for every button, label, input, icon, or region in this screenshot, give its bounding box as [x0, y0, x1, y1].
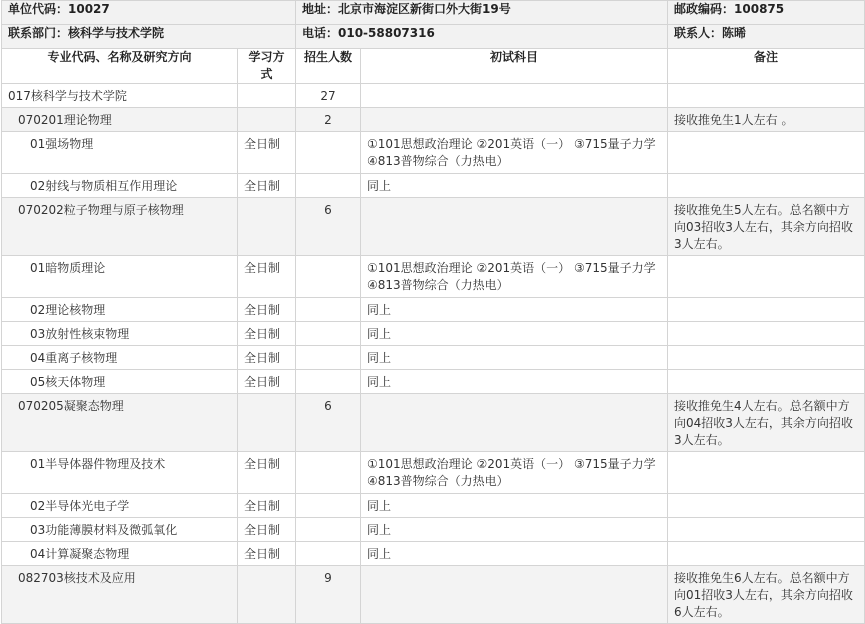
study-mode: 全日制	[238, 518, 296, 542]
table-row	[2, 346, 865, 370]
exam-subjects: 同上	[361, 174, 668, 198]
enrollment-count	[296, 452, 361, 494]
department: 联系部门：核科学与技术学院	[2, 25, 296, 49]
table-row	[2, 394, 865, 452]
exam-subjects	[361, 84, 668, 108]
notes	[668, 84, 865, 108]
study-mode	[238, 108, 296, 132]
study-mode: 全日制	[238, 452, 296, 494]
study-mode: 全日制	[238, 174, 296, 198]
enrollment-count	[296, 256, 361, 298]
exam-subjects	[361, 394, 668, 452]
col-header-notes: 备注	[668, 49, 865, 84]
exam-subjects: 同上	[361, 370, 668, 394]
enrollment-count: 6	[296, 394, 361, 452]
notes	[668, 370, 865, 394]
exam-subjects: 同上	[361, 322, 668, 346]
major-name: 02理论核物理	[2, 298, 238, 322]
major-name: 070201理论物理	[2, 108, 238, 132]
col-header-exam-subjects: 初试科目	[361, 49, 668, 84]
study-mode: 全日制	[238, 256, 296, 298]
exam-subjects: ①101思想政治理论 ②201英语（一） ③715量子力学 ④813普物综合（力热电）	[361, 452, 668, 494]
exam-subjects: 同上	[361, 518, 668, 542]
col-header-enrollment: 招生人数	[296, 49, 361, 84]
exam-subjects	[361, 566, 668, 624]
enrollment-count: 6	[296, 198, 361, 256]
major-name: 070205凝聚态物理	[2, 394, 238, 452]
col-header-study-mode: 学习方式	[238, 49, 296, 84]
header-row-2	[2, 25, 865, 49]
study-mode	[238, 84, 296, 108]
notes: 接收推免生5人左右。总名额中方向03招收3人左右，其余方向招收3人左右。	[668, 198, 865, 256]
enrollment-count	[296, 518, 361, 542]
table-row	[2, 132, 865, 174]
notes	[668, 346, 865, 370]
col-header-major: 专业代码、名称及研究方向	[2, 49, 238, 84]
enrollment-count: 2	[296, 108, 361, 132]
notes: 接收推免生4人左右。总名额中方向04招收3人左右，其余方向招收3人左右。	[668, 394, 865, 452]
study-mode: 全日制	[238, 132, 296, 174]
table-row	[2, 494, 865, 518]
major-name: 03放射性核束物理	[2, 322, 238, 346]
major-name: 01强场物理	[2, 132, 238, 174]
study-mode: 全日制	[238, 542, 296, 566]
column-header-row	[2, 49, 865, 84]
exam-subjects: ①101思想政治理论 ②201英语（一） ③715量子力学 ④813普物综合（力热电）	[361, 256, 668, 298]
notes	[668, 256, 865, 298]
address: 地址：北京市海淀区新街口外大街19号	[296, 1, 668, 25]
table-row	[2, 256, 865, 298]
header-row-1	[2, 1, 865, 25]
study-mode	[238, 566, 296, 624]
notes: 接收推免生1人左右 。	[668, 108, 865, 132]
notes	[668, 298, 865, 322]
enrollment-count	[296, 132, 361, 174]
study-mode: 全日制	[238, 494, 296, 518]
major-name: 04计算凝聚态物理	[2, 542, 238, 566]
notes	[668, 322, 865, 346]
notes: 接收推免生6人左右。总名额中方向01招收3人左右，其余方向招收6人左右。	[668, 566, 865, 624]
major-name: 05核天体物理	[2, 370, 238, 394]
major-name: 04重离子核物理	[2, 346, 238, 370]
study-mode: 全日制	[238, 298, 296, 322]
exam-subjects	[361, 198, 668, 256]
table-row	[2, 108, 865, 132]
major-name: 01暗物质理论	[2, 256, 238, 298]
exam-subjects: 同上	[361, 298, 668, 322]
unit-code: 单位代码：10027	[2, 1, 296, 25]
enrollment-count	[296, 370, 361, 394]
postal-code: 邮政编码：100875	[668, 1, 865, 25]
table-row	[2, 298, 865, 322]
table-row	[2, 370, 865, 394]
study-mode: 全日制	[238, 346, 296, 370]
notes	[668, 494, 865, 518]
table-row	[2, 518, 865, 542]
study-mode	[238, 198, 296, 256]
enrollment-count	[296, 298, 361, 322]
phone: 电话：010-58807316	[296, 25, 668, 49]
contact-person: 联系人：陈晞	[668, 25, 865, 49]
notes	[668, 542, 865, 566]
exam-subjects: 同上	[361, 542, 668, 566]
major-name: 082703核技术及应用	[2, 566, 238, 624]
table-row	[2, 322, 865, 346]
notes	[668, 174, 865, 198]
major-name: 03功能薄膜材料及微弧氧化	[2, 518, 238, 542]
enrollment-count: 27	[296, 84, 361, 108]
major-name: 070202粒子物理与原子核物理	[2, 198, 238, 256]
enrollment-count: 9	[296, 566, 361, 624]
table-row	[2, 174, 865, 198]
study-mode	[238, 394, 296, 452]
enrollment-count	[296, 322, 361, 346]
exam-subjects: ①101思想政治理论 ②201英语（一） ③715量子力学 ④813普物综合（力热电）	[361, 132, 668, 174]
exam-subjects: 同上	[361, 494, 668, 518]
exam-subjects: 同上	[361, 346, 668, 370]
enrollment-count	[296, 346, 361, 370]
study-mode: 全日制	[238, 370, 296, 394]
table-row	[2, 542, 865, 566]
study-mode: 全日制	[238, 322, 296, 346]
enrollment-count	[296, 542, 361, 566]
exam-subjects	[361, 108, 668, 132]
enrollment-count	[296, 174, 361, 198]
enrollment-table	[1, 0, 865, 624]
major-name: 017核科学与技术学院	[2, 84, 238, 108]
table-row	[2, 198, 865, 256]
major-name: 01半导体器件物理及技术	[2, 452, 238, 494]
table-row	[2, 566, 865, 624]
table-row	[2, 84, 865, 108]
major-name: 02半导体光电子学	[2, 494, 238, 518]
table-row	[2, 452, 865, 494]
major-name: 02射线与物质相互作用理论	[2, 174, 238, 198]
notes	[668, 518, 865, 542]
notes	[668, 452, 865, 494]
notes	[668, 132, 865, 174]
enrollment-count	[296, 494, 361, 518]
